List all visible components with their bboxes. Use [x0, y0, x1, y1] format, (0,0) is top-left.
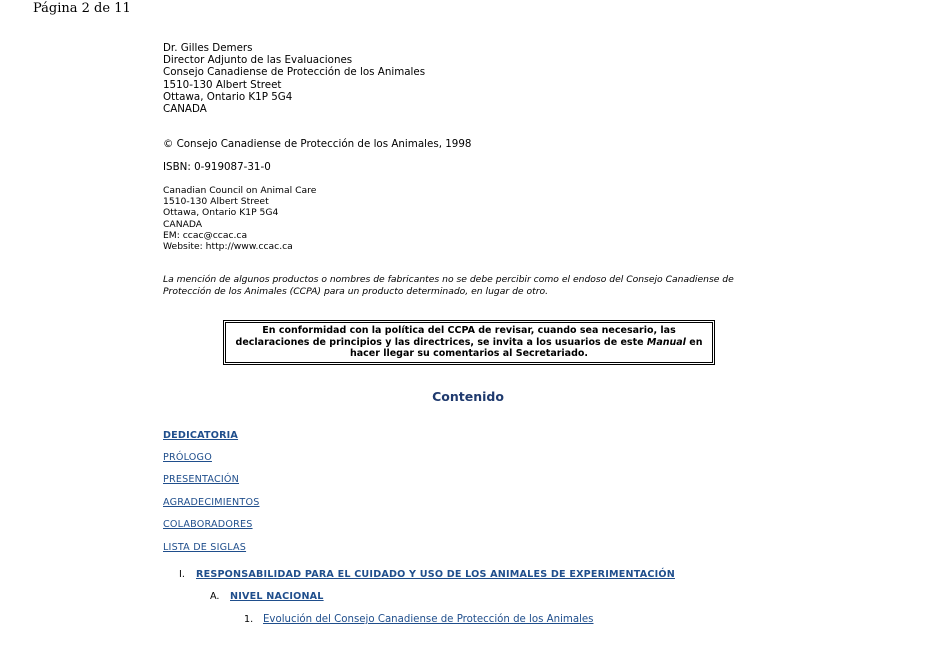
ccac-line: CANADA [163, 218, 203, 230]
author-address [163, 42, 425, 115]
toc-subsection-number: A. [210, 591, 220, 602]
toc-link-agradecimientos[interactable]: AGRADECIMIENTOS [163, 497, 260, 508]
page-number-label: Página 2 de 11 [33, 1, 131, 16]
notice-text-end: en hacer llegar su comentarios al Secretariado. [349, 336, 703, 359]
toc-link-section-responsabilidad[interactable]: RESPONSABILIDAD PARA EL CUIDADO Y USO DE LOS ANIMALES DE EXPERIMENTACIÓN [196, 569, 675, 580]
ccac-website: Website: http://www.ccac.ca [163, 241, 293, 253]
toc-link-presentacion[interactable]: PRESENTACIÓN [163, 474, 240, 485]
ccac-address [163, 185, 316, 252]
toc-section-number: I. [179, 569, 185, 580]
toc-link-nivel-nacional[interactable]: NIVEL NACIONAL [230, 591, 324, 602]
isbn-line: ISBN: 0-919087-31-0 [163, 161, 271, 173]
disclaimer-text: La mención de algunos productos o nombres de fabricantes no se debe percibir como el endoso del Consejo Canadiense de Protección de los Animales (CCPA) para un producto determinado, en lugar de otro. [163, 274, 734, 298]
notice-emphasis: Manual [646, 336, 686, 348]
address-line: Ottawa, Ontario K1P 5G4 [163, 90, 293, 103]
toc-link-prologo[interactable]: PRÓLOGO [163, 452, 212, 463]
ccac-line: 1510-130 Albert Street [163, 196, 269, 208]
toc-link-dedicatoria[interactable]: DEDICATORIA [163, 430, 239, 441]
address-line: Consejo Canadiense de Protección de los Animales [163, 66, 426, 79]
toc-title: Contenido [432, 389, 504, 404]
address-line: CANADA [163, 103, 207, 116]
copyright-line: © Consejo Canadiense de Protección de los Animales, 1998 [163, 138, 472, 150]
toc-link-lista-de-siglas[interactable]: LISTA DE SIGLAS [163, 542, 247, 553]
policy-notice-box [223, 320, 715, 365]
ccac-line: Ottawa, Ontario K1P 5G4 [163, 207, 279, 219]
address-line: 1510-130 Albert Street [163, 78, 282, 91]
toc-item-number: 1. [244, 614, 254, 625]
address-line: Director Adjunto de las Evaluaciones [163, 54, 353, 67]
address-line: Dr. Gilles Demers [163, 42, 253, 54]
toc-link-colaboradores[interactable]: COLABORADORES [163, 519, 253, 530]
notice-text-start: En conformidad con la política del CCPA de revisar, cuando sea necesario, las declaraciones de principios y las directrices, se invita a los usuarios de este [235, 325, 676, 348]
ccac-email: EM: ccac@ccac.ca [163, 229, 248, 241]
toc-link-evolucion-ccpa[interactable]: Evolución del Consejo Canadiense de Protección de los Animales [263, 614, 594, 625]
ccac-line: Canadian Council on Animal Care [163, 185, 317, 196]
